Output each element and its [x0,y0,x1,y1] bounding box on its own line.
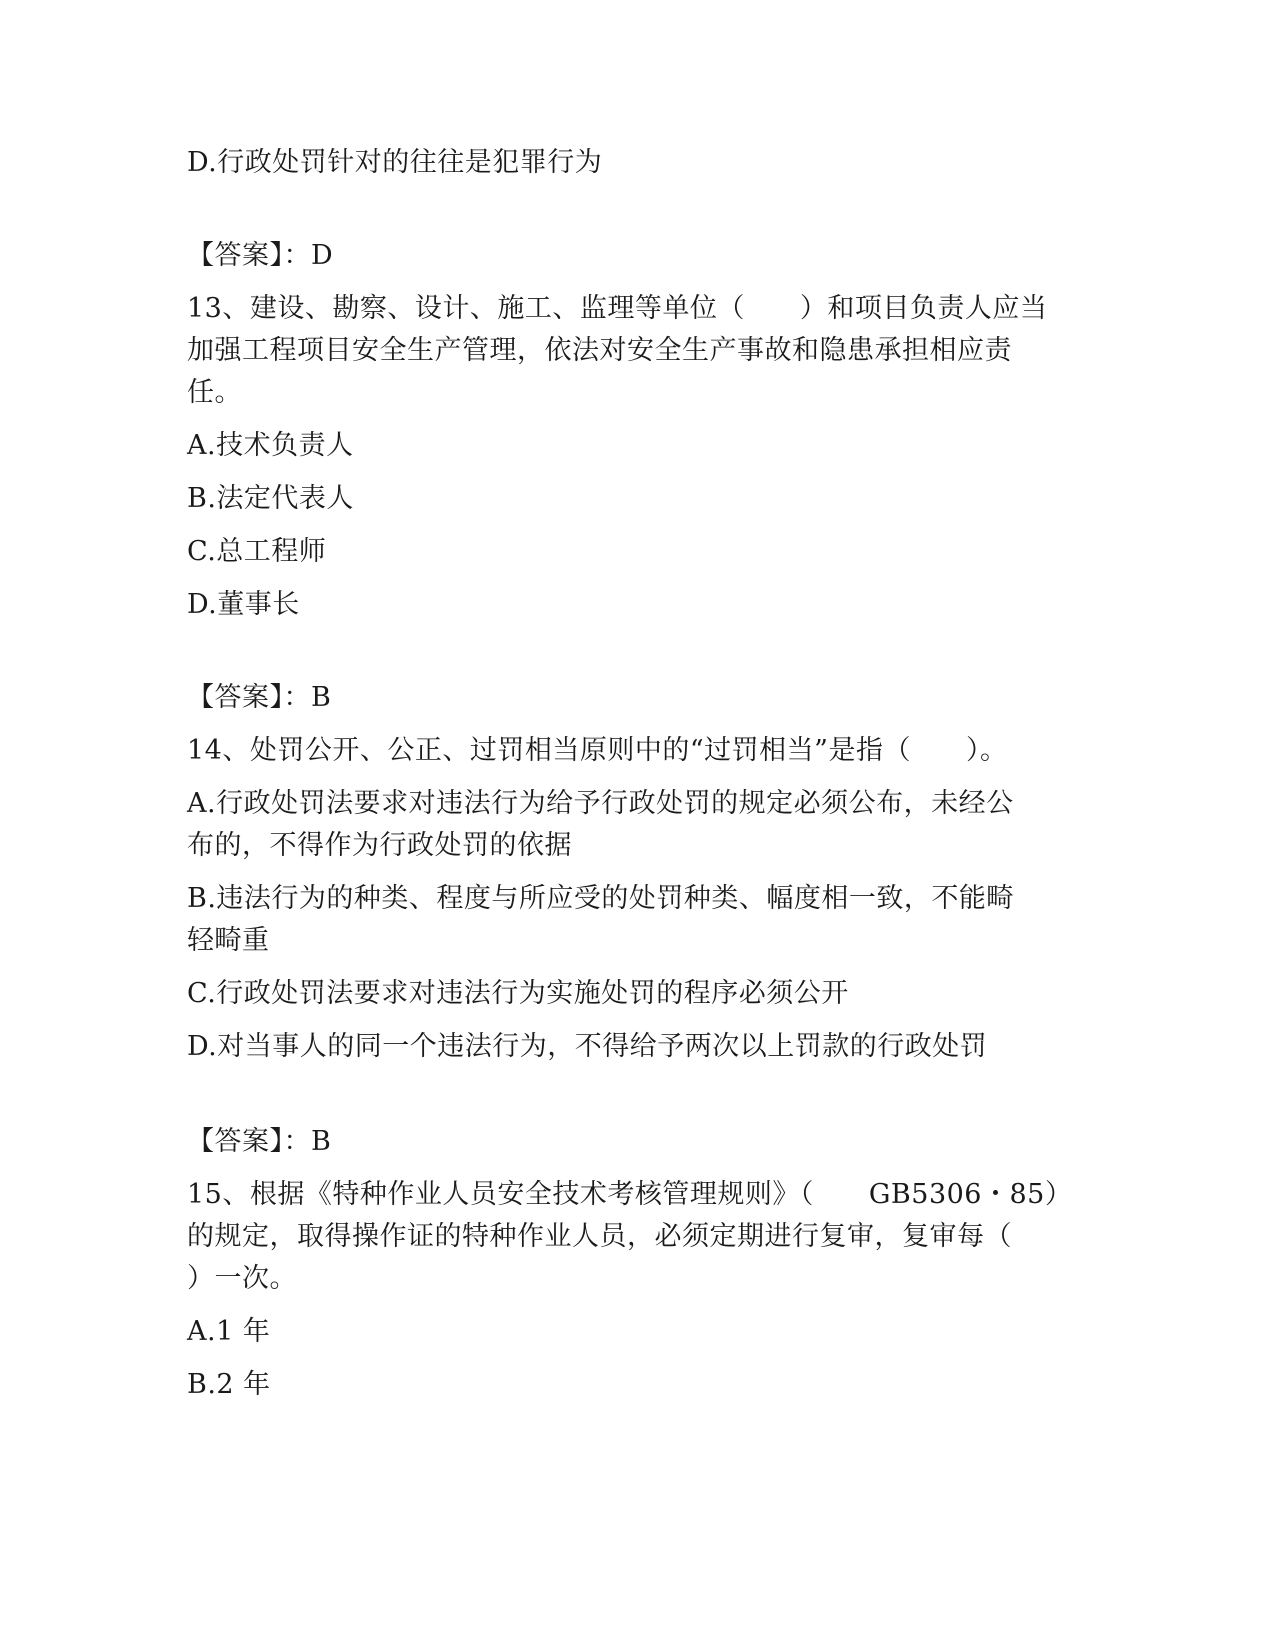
q14-option-c: C.行政处罚法要求对违法行为实施处罚的程序必须公开 [187,978,849,1009]
q12-answer: 【答案】：D [187,240,334,271]
q13-option-a: A.技术负责人 [187,430,354,461]
q12-option-d: D.行政处罚针对的往往是犯罪行为 [187,147,603,178]
q14-option-b-line-2: 轻畸重 [187,925,270,956]
q14-option-d: D.对当事人的同一个违法行为，不得给予两次以上罚款的行政处罚 [187,1031,988,1062]
q15-stem-line-3: ）一次。 [187,1263,297,1294]
q14-answer: 【答案】：B [187,1126,332,1157]
q14-option-a-line-2: 布的，不得作为行政处罚的依据 [187,830,572,861]
q13-stem-line-2: 加强工程项目安全生产管理，依法对安全生产事故和隐患承担相应责 [187,335,1012,366]
q15-stem-line-2: 的规定，取得操作证的特种作业人员，必须定期进行复审，复审每（ [187,1221,1012,1252]
q14-stem: 14、处罚公开、公正、过罚相当原则中的“过罚相当”是指（ ）。 [187,735,1008,766]
q15-stem-line-1: 15、根据《特种作业人员安全技术考核管理规则》（ GB5306・85） [187,1179,1073,1210]
q13-option-b: B.法定代表人 [187,483,354,514]
q13-stem-line-1: 13、建设、勘察、设计、施工、监理等单位（ ）和项目负责人应当 [187,293,1048,324]
q14-option-b-line-1: B.违法行为的种类、程度与所应受的处罚种类、幅度相一致，不能畸 [187,883,1014,914]
q13-option-c: C.总工程师 [187,536,327,567]
q13-answer: 【答案】：B [187,682,332,713]
q15-option-a: A.1 年 [187,1316,271,1347]
q14-option-a-line-1: A.行政处罚法要求对违法行为给予行政处罚的规定必须公布，未经公 [187,788,1014,819]
q15-option-b: B.2 年 [187,1369,271,1400]
q13-stem-line-3: 任。 [187,377,242,408]
q13-option-d: D.董事长 [187,589,300,620]
